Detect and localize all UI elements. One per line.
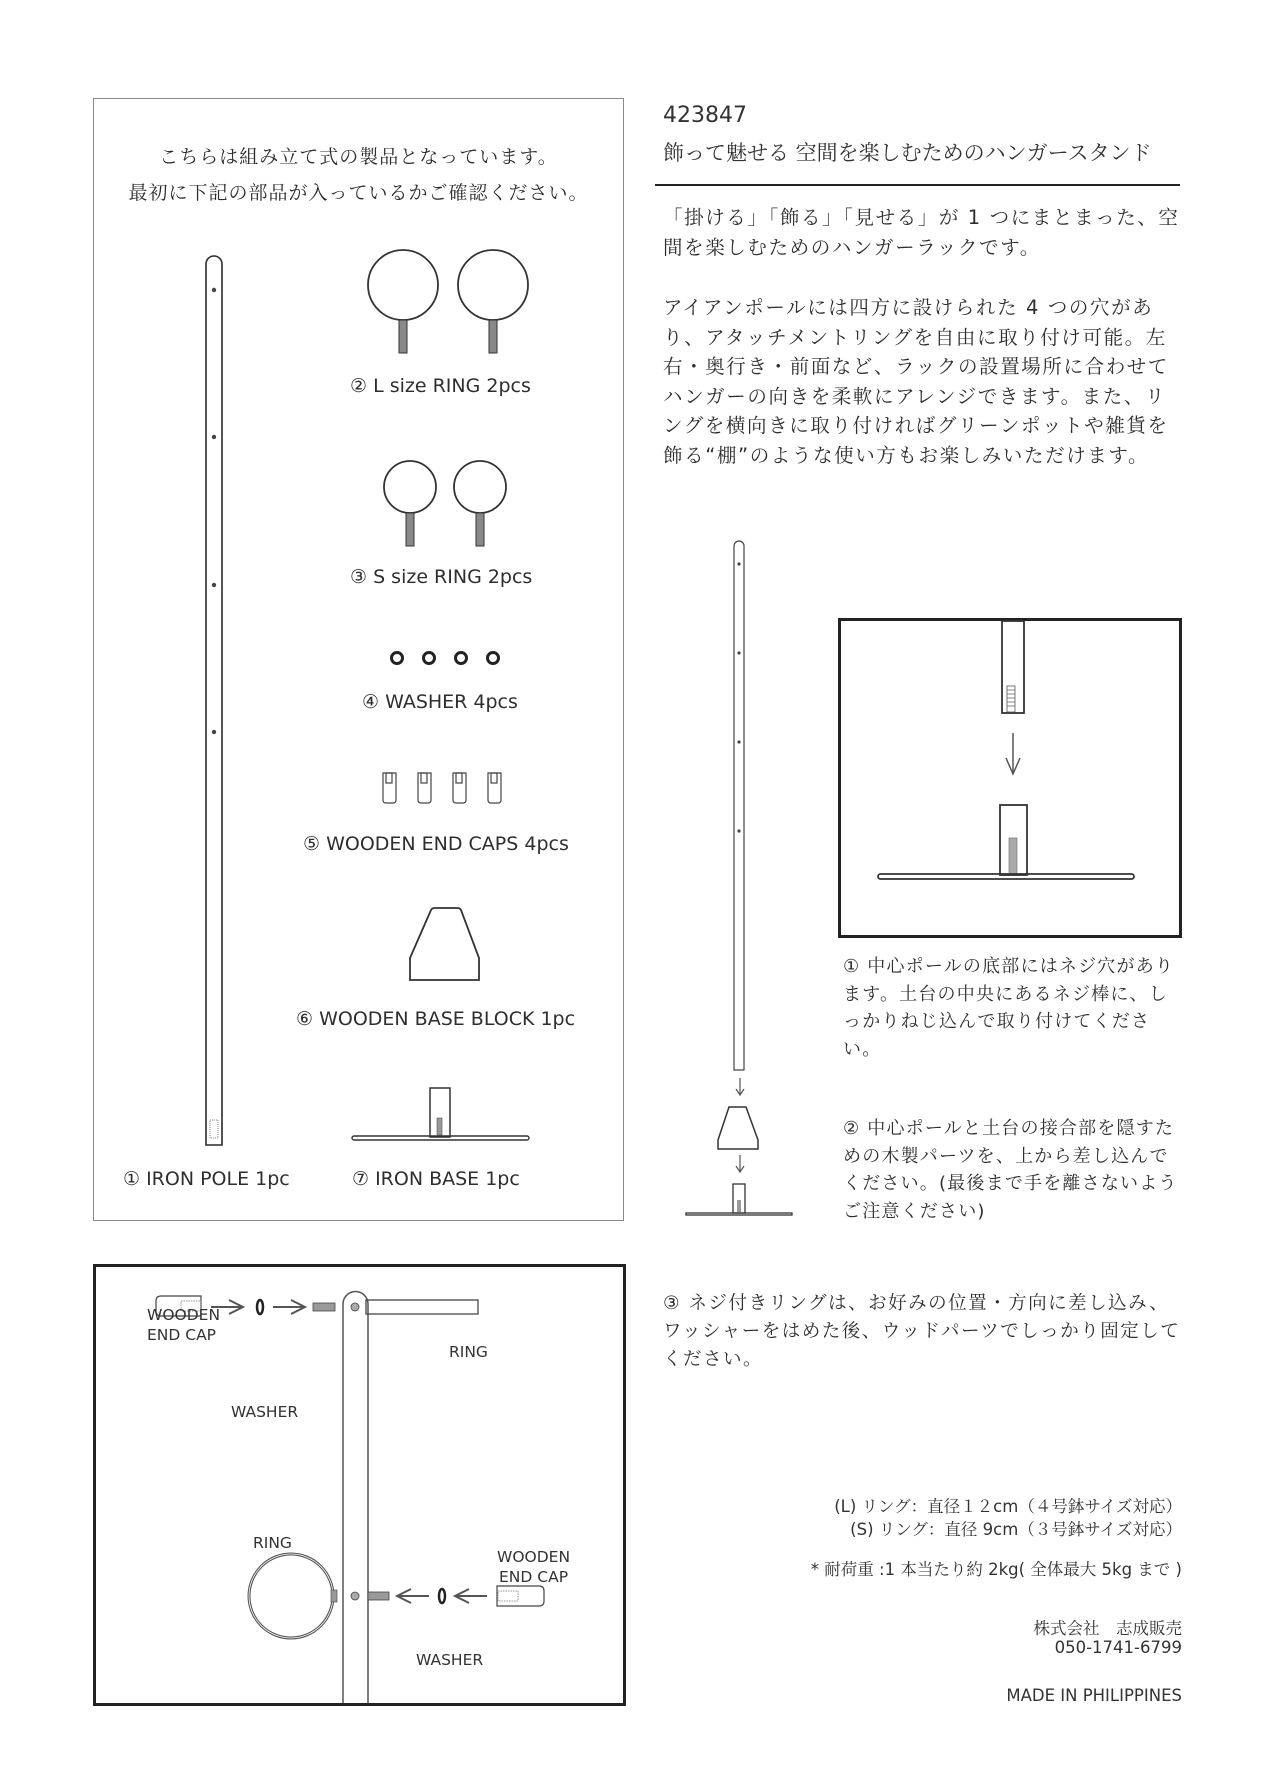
part-label-l-ring: ② L size RING 2pcs	[350, 375, 531, 397]
part-label-end-caps: ⑤ WOODEN END CAPS 4pcs	[303, 833, 569, 855]
part-label-iron-base: ⑦ IRON BASE 1pc	[352, 1168, 520, 1190]
product-code: 423847	[663, 103, 747, 128]
bottom-end-cap-label: WOODEN END CAP	[497, 1548, 571, 1586]
company-name: 株式会社 志成販売	[1033, 1619, 1182, 1638]
part-label-s-ring: ③ S size RING 2pcs	[350, 566, 533, 588]
company-phone: 050-1741-6799	[1054, 1638, 1182, 1657]
left-arrow-icon	[397, 1589, 429, 1603]
spec-s-ring: (S) リング：直径 9cm（３号鉢サイズ対応）	[850, 1520, 1182, 1539]
right-arrow-icon	[273, 1300, 305, 1314]
top-washer-label: WASHER	[231, 1403, 299, 1421]
spec-load-capacity: * 耐荷重 :1 本当たり約 2kg( 全体最大 5kg まで )	[810, 1560, 1182, 1579]
parts-intro-line-1: こちらは組み立て式の製品となっています。	[159, 146, 558, 168]
step-3-instruction: ③ ネジ付きリングは、お好みの位置・方向に差し込み、ワッシャーをはめた後、ウッドパーツでしっかり固定してください。	[663, 1293, 1181, 1370]
description-paragraph-2: アイアンポールには四方に設けられた 4 つの穴があり、アタッチメントリングを自由に取り付け可能。左右・奥行き・前面など、ラックの設置場所に合わせてハンガーの向きを柔軟にアレンジできます。また、リングを横向きに取り付ければグリーンポットや雑貨を飾る“棚”のような使い方もお楽しみいただけます。	[663, 296, 1170, 467]
end-caps-illustration	[382, 772, 512, 807]
part-label-iron-pole: ① IRON POLE 1pc	[123, 1168, 290, 1190]
assembly-iron-base-illustration	[685, 1182, 795, 1217]
top-end-cap-label: WOODEN END CAP	[147, 1306, 221, 1344]
country-of-origin: MADE IN PHILIPPINES	[1006, 1686, 1182, 1705]
wooden-base-block-illustration	[405, 905, 485, 985]
step-1-instruction: ① 中心ポールの底部にはネジ穴があります。土台の中央にあるネジ棒に、しっかりねじ込んで取り付けてください。	[843, 956, 1175, 1060]
bottom-ring-label: RING	[253, 1534, 292, 1552]
assembly-pole-illustration	[730, 538, 750, 1078]
assembly-detail-illustration	[838, 618, 1182, 938]
iron-base-illustration	[350, 1085, 535, 1145]
left-arrow-icon	[455, 1589, 487, 1603]
assembly-wooden-block-illustration	[716, 1105, 764, 1151]
down-arrow-icon	[732, 1078, 748, 1100]
spec-l-ring: (L) リング：直径１２cm（４号鉢サイズ対応）	[834, 1497, 1182, 1516]
parts-list-box	[93, 98, 624, 1221]
down-arrow-icon	[732, 1155, 748, 1177]
bottom-washer-label: WASHER	[416, 1651, 484, 1669]
washer-illustration	[385, 649, 505, 669]
part-label-wooden-base-block: ⑥ WOODEN BASE BLOCK 1pc	[296, 1008, 576, 1030]
product-title: 飾って魅せる 空間を楽しむためのハンガースタンド	[663, 141, 1152, 165]
iron-pole-illustration	[200, 250, 230, 1150]
description-paragraph-1: 「掛ける」「飾る」「見せる」が 1 つにまとまった、空間を楽しむためのハンガーラックです。	[663, 206, 1180, 259]
header-divider	[655, 184, 1180, 186]
s-size-ring-illustration	[380, 460, 520, 550]
parts-intro-line-2: 最初に下記の部品が入っているかご確認ください。	[128, 182, 589, 204]
down-arrow-icon	[1006, 733, 1020, 774]
top-ring-label: RING	[449, 1343, 488, 1361]
part-label-washer: ④ WASHER 4pcs	[362, 691, 518, 713]
step-2-instruction: ② 中心ポールと土台の接合部を隠すための木製パーツを、上から差し込んでください。(最後まで手を離さないようご注意ください)	[843, 1118, 1178, 1222]
l-size-ring-illustration	[360, 250, 540, 360]
